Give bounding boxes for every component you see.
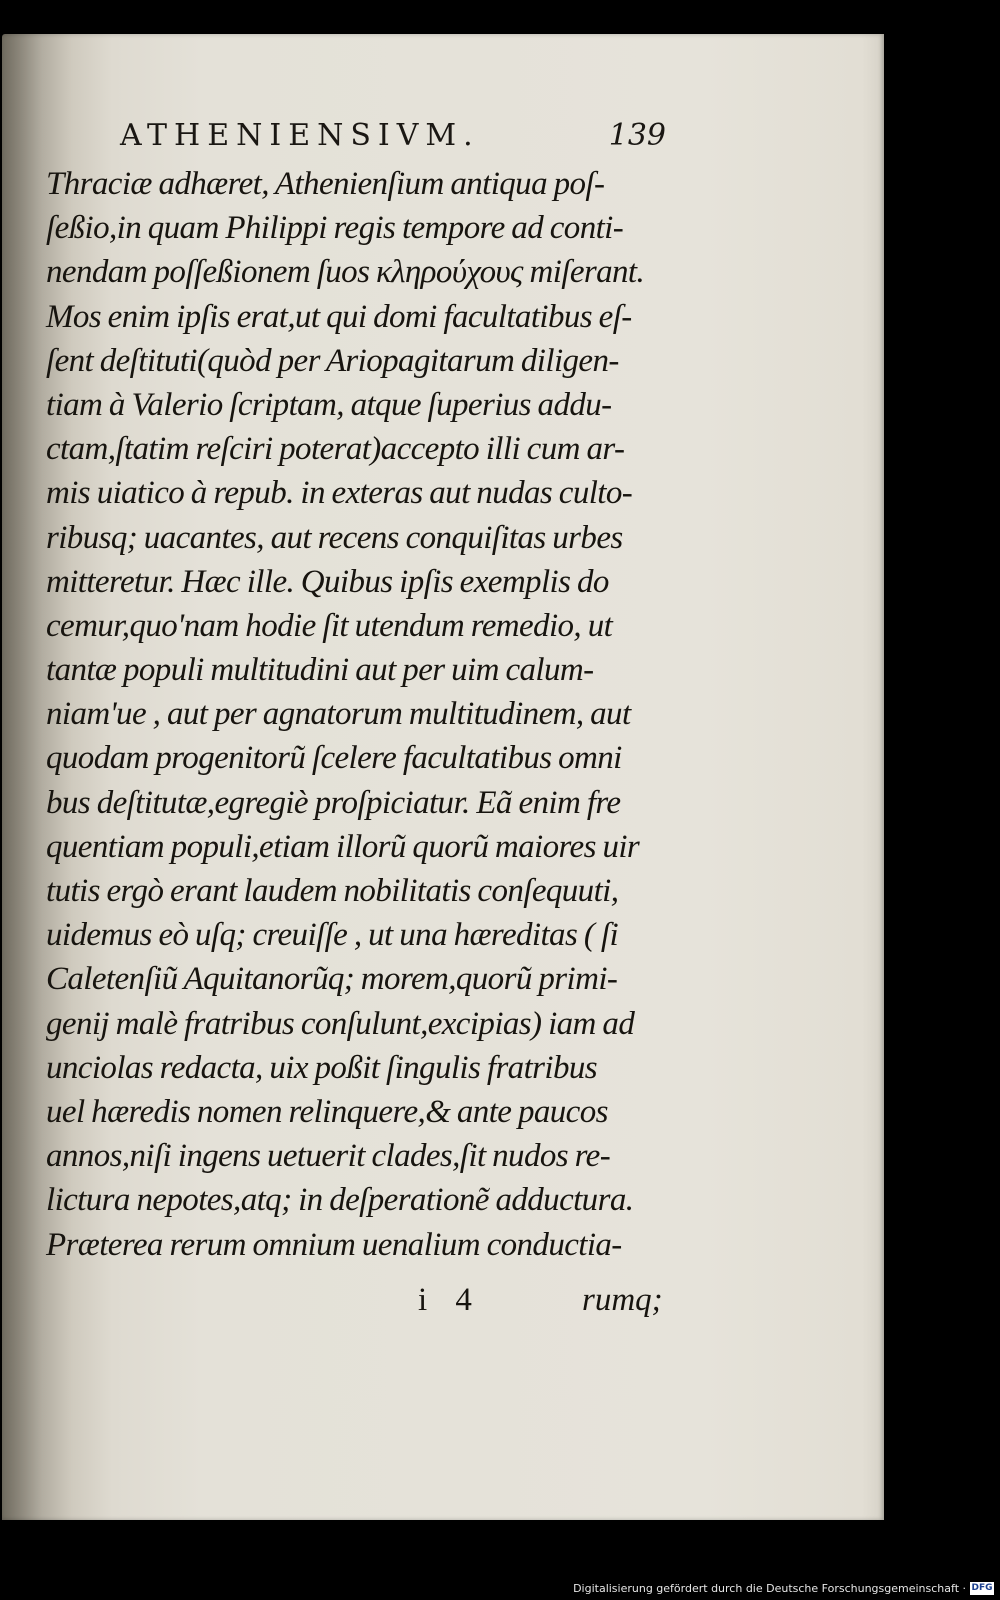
- text-line: annos,niſi ingens uetuerit clades,ſit nudos re-: [46, 1138, 611, 1175]
- text-line: ctam,ſtatim reſciri poterat)accepto illi cum ar-: [46, 431, 625, 468]
- running-head: ATHENIENSIVM.: [120, 118, 480, 153]
- text-line: Thraciæ adhæret, Athenienſium antiqua poſ-: [46, 166, 605, 202]
- text-line: mitteretur. Hæc ille. Quibus ipſis exemplis do: [46, 563, 609, 600]
- text-line: niam'ue , aut per agnatorum multitudinem, aut: [46, 696, 631, 733]
- page-footer: [2, 1282, 702, 1326]
- text-line: tantæ populi multitudini aut per uim calum-: [46, 652, 594, 689]
- body-text: [46, 162, 666, 1267]
- text-line: genij malè fratribus conſulunt,excipias) iam ad: [46, 1005, 635, 1042]
- text-line: cemur,quo'nam hodie ſit utendum remedio, ut: [46, 607, 613, 644]
- credit-bar: [0, 1578, 1000, 1600]
- dfg-logo-icon: DFG: [971, 1583, 993, 1593]
- text-line: Caletenſiũ Aquitanorũq; morem,quorũ primi-: [46, 961, 618, 998]
- text-line: Præterea rerum omnium uenalium conductia-: [46, 1226, 622, 1263]
- catchword: rumq;: [582, 1282, 663, 1318]
- credit-text: Digitalisierung gefördert durch die Deutsche Forschungsgemeinschaft ·: [573, 1582, 966, 1595]
- text-line: mis uiatico à repub. in exteras aut nudas culto-: [46, 475, 633, 512]
- text-line: ſent deſtituti(quòd per Ariopagitarum diligen-: [46, 342, 619, 379]
- text-line: ribusq; uacantes, aut recens conquiſitas urbes: [46, 519, 623, 556]
- text-line: tiam à Valerio ſcriptam, atque ſuperius addu-: [46, 386, 612, 423]
- text-line: uel hæredis nomen relinquere,& ante paucos: [46, 1093, 608, 1130]
- page-number: 139: [608, 118, 666, 153]
- text-line: quentiam populi,etiam illorũ quorũ maiores uir: [46, 828, 640, 865]
- text-line: bus deſtitutæ,egregiè proſpiciatur. Eã enim fre: [46, 784, 621, 821]
- text-line: nendam poſſeßionem ſuos κληρούχους miſerant.: [46, 254, 645, 291]
- book-page: [2, 34, 884, 1520]
- text-line: tutis ergò erant laudem nobilitatis conſequuti,: [46, 873, 619, 909]
- text-line: unciolas redacta, uix poßit ſingulis fratribus: [46, 1049, 598, 1086]
- signature-mark: i 4: [418, 1282, 482, 1318]
- page-header: [46, 118, 666, 162]
- text-line: quodam progenitorũ ſcelere facultatibus omni: [46, 740, 622, 777]
- text-line: uidemus eò uſq; creuiſſe , ut una hæreditas ( ſi: [46, 917, 619, 954]
- text-line: lictura nepotes,atq; in deſperationẽ adductura.: [46, 1182, 634, 1219]
- text-line: Mos enim ipſis erat,ut qui domi facultatibus eſ-: [46, 298, 632, 335]
- text-line: ſeßio,in quam Philippi regis tempore ad conti-: [46, 210, 624, 247]
